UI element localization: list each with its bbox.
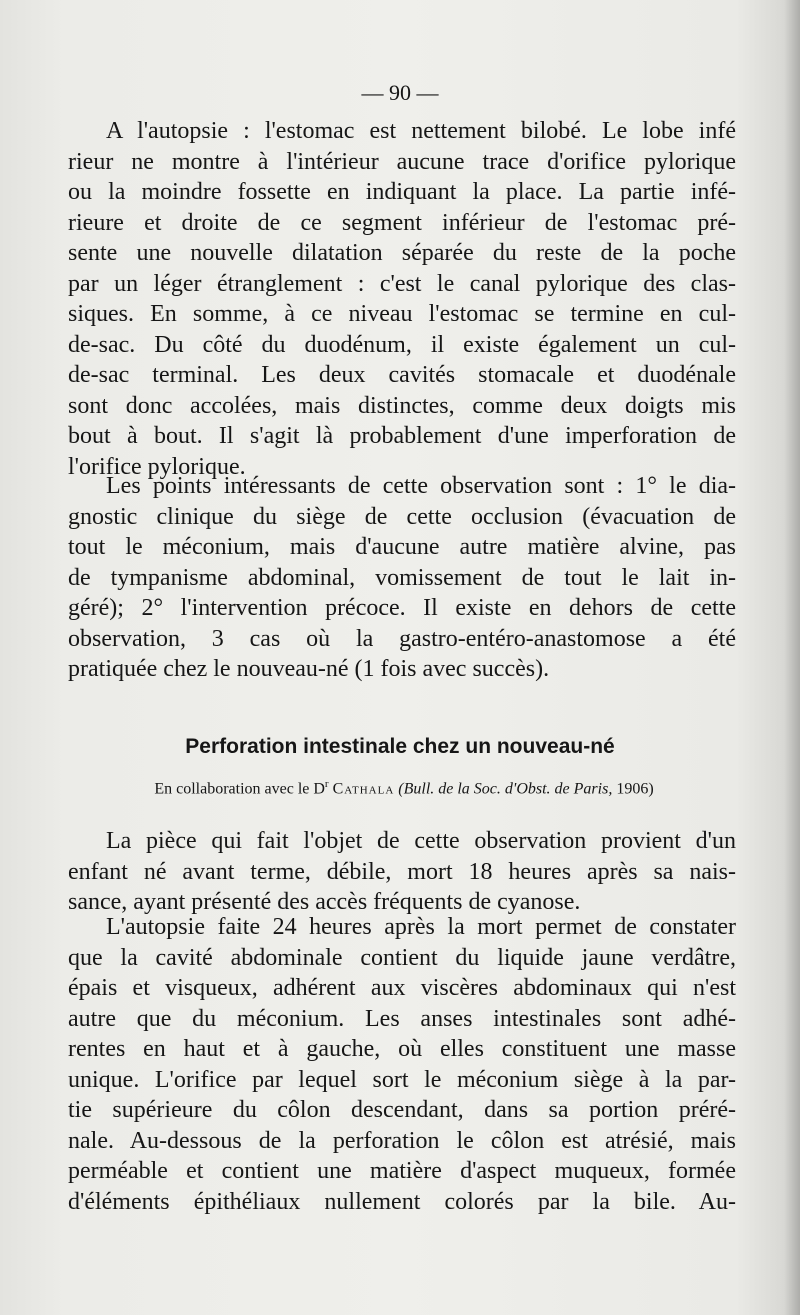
text-line: géré); 2° l'intervention précoce. Il existe en dehors de cette bbox=[68, 595, 736, 621]
text-line: perméable et contient une matière d'aspect muqueux, formée bbox=[68, 1158, 736, 1184]
text-line: rieure et droite de ce segment inférieur de l'estomac pré- bbox=[68, 209, 736, 236]
text-line: l'orifice pylorique. bbox=[68, 453, 246, 480]
text-line: pratiquée chez le nouveau-né (1 fois avec succès). bbox=[68, 656, 550, 682]
text-line: unique. L'orifice par lequel sort le méconium siège à la par- bbox=[68, 1066, 736, 1093]
text-line: A l'autopsie : l'estomac est nettement bilobé. Le lobe infé bbox=[106, 118, 736, 144]
text-line: autre que du méconium. Les anses intestinales sont adhé- bbox=[68, 1005, 736, 1032]
text-line: nale. Au-dessous de la perforation le côlon est atrésié, mais bbox=[68, 1127, 736, 1154]
paragraph-points-interessants bbox=[68, 471, 736, 685]
text-line: sance, ayant présenté des accès fréquents de cyanose. bbox=[68, 889, 581, 915]
byline-reference: (Bull. de la Soc. d'Obst. de Paris, bbox=[398, 780, 613, 798]
paragraph-piece bbox=[68, 826, 736, 918]
byline-sup: r bbox=[324, 778, 329, 790]
text-line: bout à bout. Il s'agit là probablement d'une imperforation de bbox=[68, 423, 736, 449]
text-line: observation, 3 cas où la gastro-entéro-anastomose a été bbox=[68, 625, 736, 652]
text-line: de-sac. Du côté du duodénum, il existe également un cul- bbox=[68, 331, 736, 358]
text-line: sont donc accolées, mais distinctes, comme deux doigts mis bbox=[68, 392, 736, 419]
paragraph-autopsie-faite bbox=[68, 912, 736, 1217]
text-line: que la cavité abdominale contient du liquide jaune verdâtre, bbox=[68, 944, 736, 971]
section-byline bbox=[70, 778, 738, 798]
byline-prefix: En collaboration avec le D bbox=[154, 780, 325, 798]
text-line: par un léger étranglement : c'est le canal pylorique des clas- bbox=[68, 270, 736, 297]
byline-author: Cathala bbox=[332, 780, 395, 798]
text-line: d'éléments épithéliaux nullement colorés par la bile. Au- bbox=[68, 1188, 736, 1215]
text-line: gnostic clinique du siège de cette occlusion (évacuation de bbox=[68, 503, 736, 530]
text-line: La pièce qui fait l'objet de cette observation provient d'un bbox=[106, 828, 736, 854]
text-line: tout le méconium, mais d'aucune autre matière alvine, pas bbox=[68, 534, 736, 560]
byline-year: 1906) bbox=[616, 780, 654, 798]
text-line: de-sac terminal. Les deux cavités stomacale et duodénale bbox=[68, 362, 736, 388]
paragraph-autopsie bbox=[68, 116, 736, 482]
text-line: épais et visqueux, adhérent aux viscères abdominaux qui n'est bbox=[68, 975, 736, 1001]
page-edge-shadow bbox=[784, 0, 800, 1315]
text-line: rieur ne montre à l'intérieur aucune trace d'orifice pylorique bbox=[68, 148, 736, 175]
text-line: L'autopsie faite 24 heures après la mort permet de constater bbox=[106, 914, 736, 940]
text-line: rentes en haut et à gauche, où elles constituent une masse bbox=[68, 1036, 736, 1062]
text-line: de tympanisme abdominal, vomissement de tout le lait in- bbox=[68, 564, 736, 591]
text-line: siques. En somme, à ce niveau l'estomac se termine en cul- bbox=[68, 301, 736, 327]
page-number: — 90 — bbox=[361, 80, 439, 105]
text-line: tie supérieure du côlon descendant, dans sa portion préré- bbox=[68, 1097, 736, 1123]
text-line: ou la moindre fossette en indiquant la place. La partie infé- bbox=[68, 179, 736, 205]
text-line: enfant né avant terme, débile, mort 18 heures après sa nais- bbox=[68, 858, 736, 885]
text-line: sente une nouvelle dilatation séparée du reste de la poche bbox=[68, 240, 736, 266]
text-line: Les points intéressants de cette observation sont : 1° le dia- bbox=[106, 473, 736, 499]
section-heading: Perforation intestinale chez un nouveau-né bbox=[185, 735, 615, 758]
